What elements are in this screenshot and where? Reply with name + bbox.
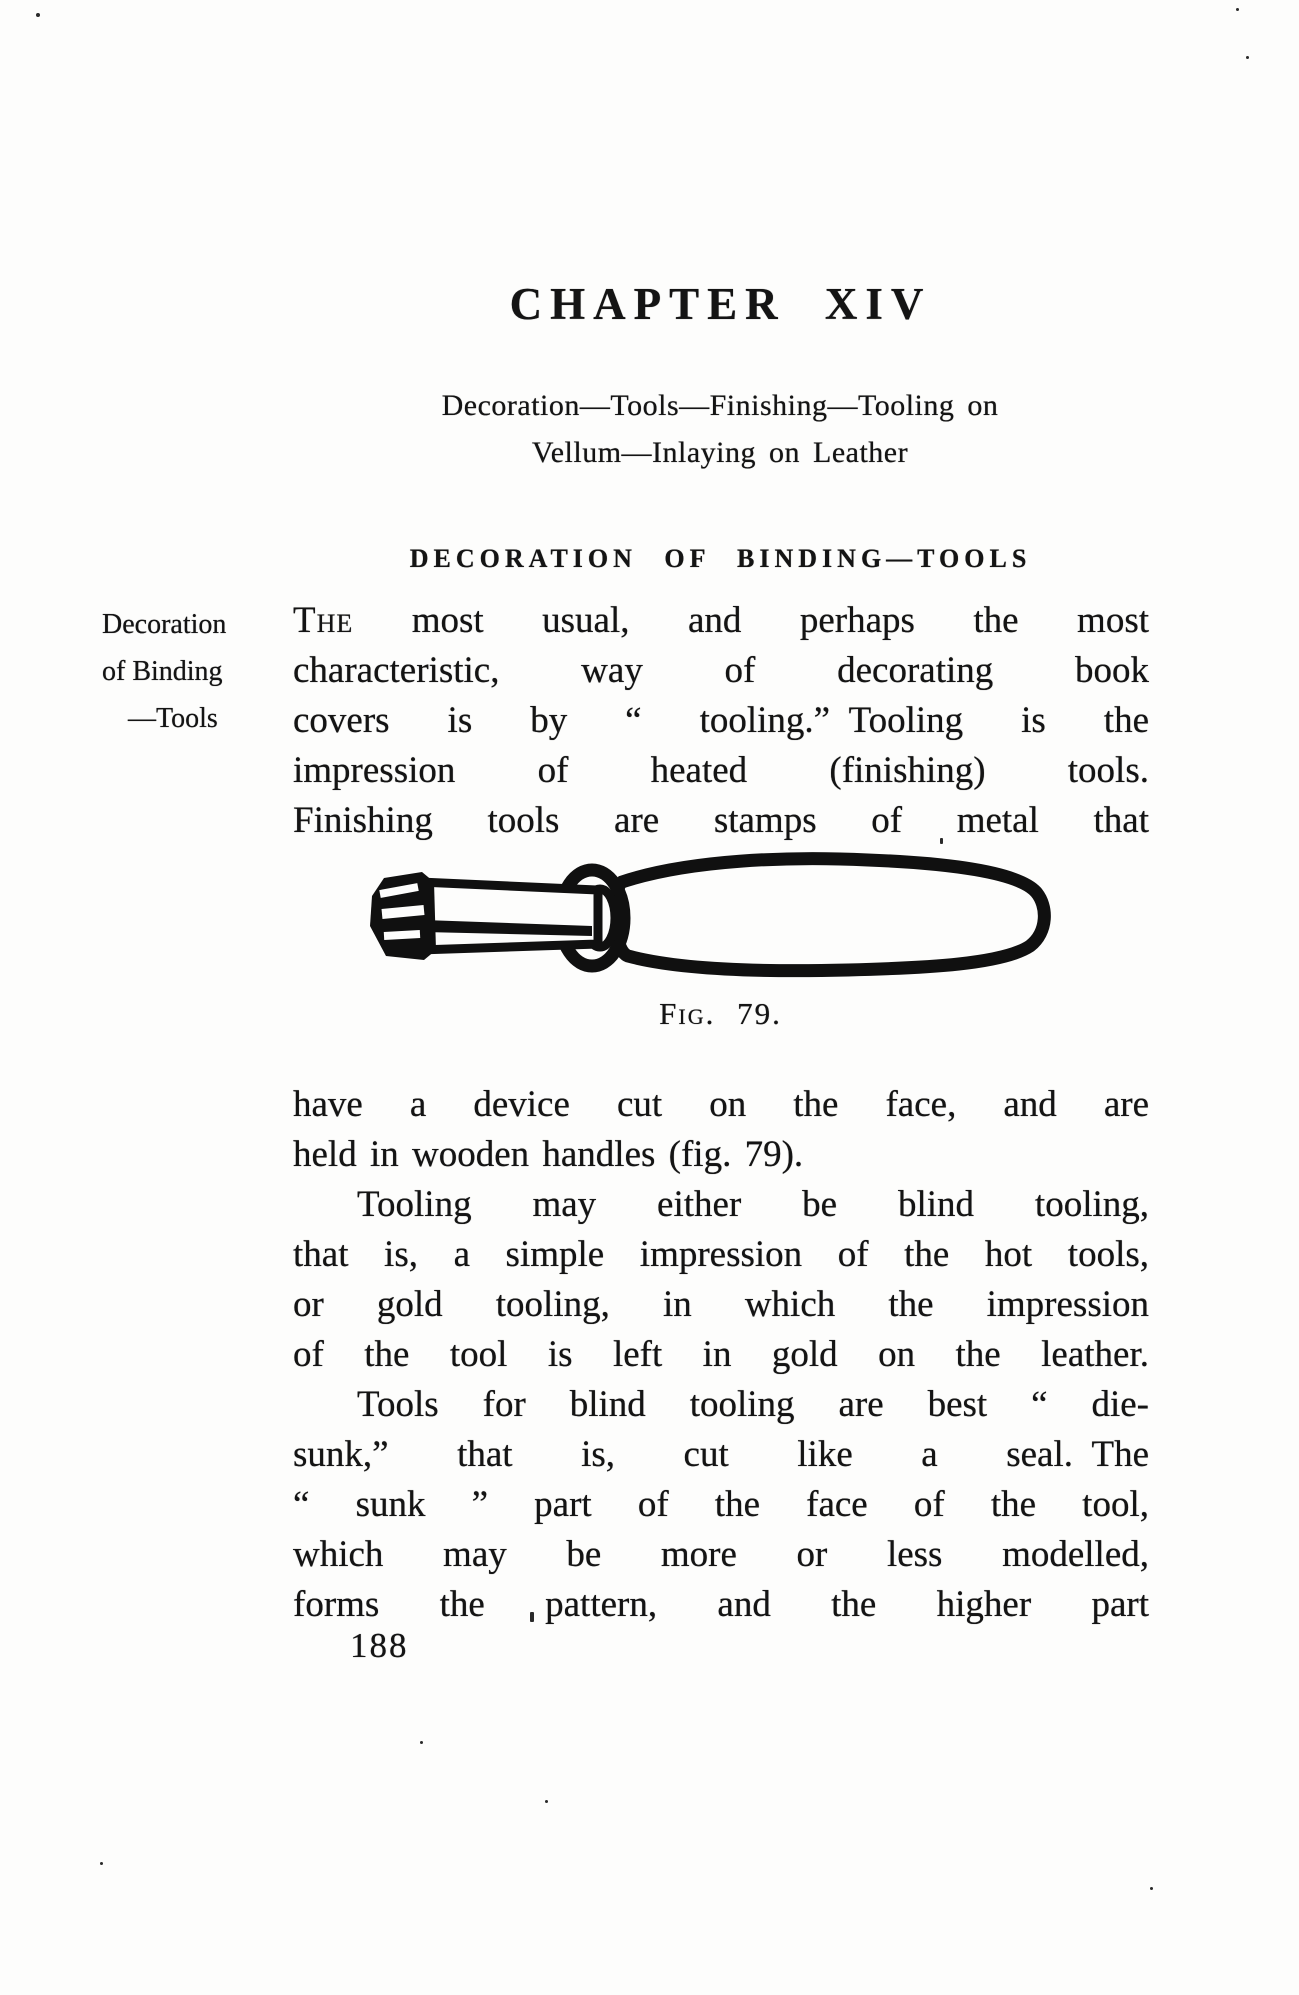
margin-sidenote — [102, 601, 302, 742]
page-number: 188 — [350, 1626, 409, 1665]
body-line: Tooling may either be blind tooling, — [357, 1184, 1149, 1225]
tool-handle — [615, 859, 1045, 971]
body-line: forms the pattern, and the higher part — [293, 1584, 1149, 1625]
body-line: Finishing tools are stamps of metal that — [293, 800, 1149, 841]
paragraph — [293, 596, 1149, 846]
body-line: of the tool is left in gold on the leather. — [293, 1334, 1149, 1375]
scan-speck — [1150, 1887, 1153, 1890]
paragraph-lines — [293, 1230, 1149, 1380]
body-line: which may be more or less modelled, — [293, 1534, 1149, 1575]
scan-speck — [545, 1800, 548, 1803]
body-line: covers is by “ tooling.” Tooling is the — [293, 700, 1149, 741]
body-line: have a device cut on the face, and are — [293, 1084, 1149, 1125]
finishing-tool-figure — [368, 852, 1052, 994]
body-line: held in wooden handles (fig. 79). — [293, 1134, 804, 1175]
lead-word: The — [293, 600, 354, 641]
tool-shaft — [420, 882, 598, 950]
scan-speck — [100, 1862, 103, 1865]
section-heading: DECORATION OF BINDING—TOOLS — [409, 544, 1032, 573]
scan-speck — [1236, 8, 1239, 11]
body-line: sunk,” that is, cut like a seal. The — [293, 1434, 1149, 1475]
scan-speck — [420, 1741, 423, 1744]
body-line: of Binding — [102, 656, 223, 687]
body-line: Decoration—Tools—Finishing—Tooling on — [441, 389, 999, 422]
tool-head-notch — [384, 934, 420, 936]
figure-caption: Fig. 79. — [659, 996, 782, 1031]
paragraph-lines — [293, 646, 1149, 846]
body-line: characteristic, way of decorating book — [293, 650, 1149, 691]
tool-head-notch — [382, 910, 424, 914]
body-line: impression of heated (finishing) tools. — [293, 750, 1149, 791]
chapter-subtitle — [220, 382, 1220, 476]
body-line: Vellum—Inlaying on Leather — [531, 436, 909, 469]
body-line: that is, a simple impression of the hot tools, — [293, 1234, 1149, 1275]
body-line-text: most usual, and perhaps the most — [411, 600, 1149, 641]
body-line: —Tools — [128, 703, 218, 734]
body-line: or gold tooling, in which the impression — [293, 1284, 1149, 1325]
body-line: Decoration — [102, 609, 227, 640]
body-line — [293, 596, 1149, 646]
paragraph-lines — [293, 1430, 1149, 1630]
body-line: “ sunk ” part of the face of the tool, — [293, 1484, 1149, 1525]
body-line: Tools for blind tooling are best “ die- — [357, 1384, 1149, 1425]
chapter-title: CHAPTER XIV — [509, 279, 932, 329]
finishing-tool-illustration — [368, 852, 1052, 994]
paragraph-lines — [293, 1080, 1149, 1130]
scan-speck — [1246, 56, 1249, 59]
paragraph-group — [293, 1080, 1149, 1630]
scan-speck — [36, 13, 40, 17]
